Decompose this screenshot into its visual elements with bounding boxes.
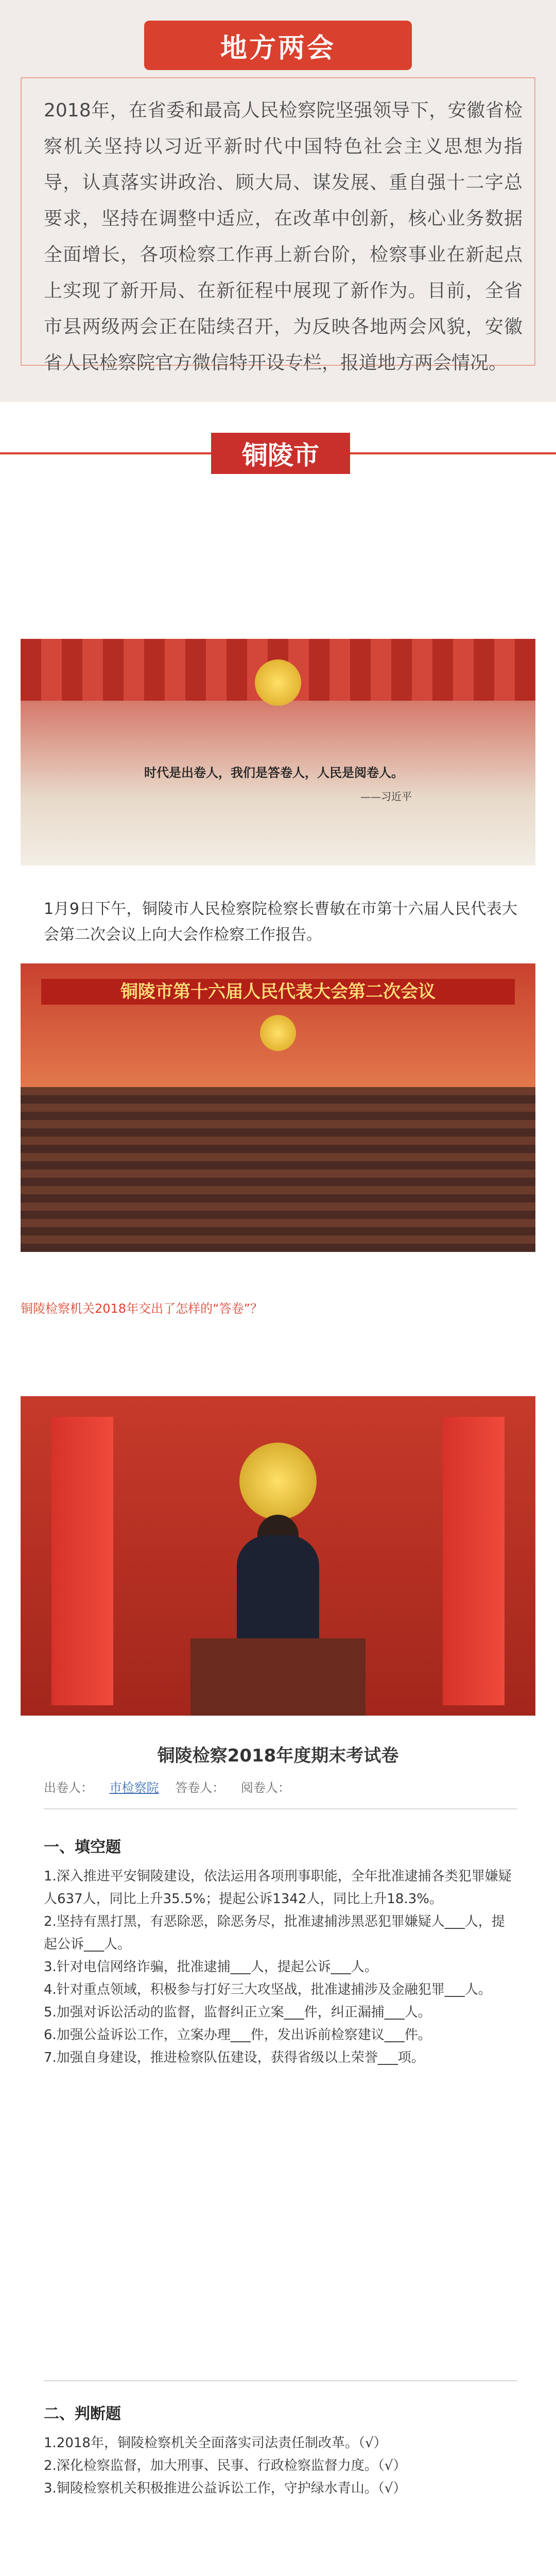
list-item: 2.坚持有黑打黑，有恶除恶，除恶务尽，批准逮捕涉黑恶犯罪嫌疑人___人，提起公诉___人。 bbox=[44, 1914, 505, 1952]
red-flag bbox=[443, 1417, 505, 1705]
exam-meta-link[interactable]: 市检察院 bbox=[109, 1781, 159, 1795]
list-item: 3.针对电信网络诈骗，批准逮捕___人，提起公诉___人。 bbox=[44, 1959, 378, 1975]
quote-photo bbox=[21, 639, 535, 866]
exam-title: 铜陵检察2018年度期末考试卷 bbox=[157, 1745, 399, 1766]
news-paragraph: 1月9日下午，铜陵市人民检察院检察长曹敏在市第十六届人民代表大会第二次会议上向大会作检察工作报告。 bbox=[44, 900, 517, 944]
section-heading: 二、判断题 bbox=[44, 2405, 121, 2423]
list-item: 2.深化检察监督，加大刑事、民事、行政检察监督力度。（√） bbox=[44, 2458, 407, 2473]
intro-paragraph: 2018年，在省委和最高人民检察院坚强领导下，安徽省检察机关坚持以习近平新时代中国特色社会主义思想为指导，认真落实讲政治、顾大局、谋发展、重自强十二字总要求，坚持在调整中适应，在改革中创新，核心业务数据全面增长，各项检察工作再上新台阶，检察事业在新起点上实现了新开局、在新征程中展现了新作为。目前，全省市县两级两会正在陆续召开，为反映各地两会风貌，安徽省人民检察院官方微信特开设专栏，报道地方两会情况。 bbox=[44, 100, 523, 374]
list-item: 1.2018年，铜陵检察机关全面落实司法责任制改革。（√） bbox=[44, 2435, 387, 2451]
exam-meta bbox=[44, 1777, 303, 1795]
exam-meta-answerer: 答卷人： bbox=[175, 1781, 225, 1795]
divider bbox=[44, 1808, 517, 1809]
quote-text: 时代是出卷人，我们是答卷人，人民是阅卷人。 bbox=[144, 765, 404, 780]
photo-caption: 铜陵检察机关2018年交出了怎样的“答卷”？ bbox=[21, 1301, 263, 1316]
red-flag bbox=[51, 1417, 113, 1705]
city-label: 铜陵市 bbox=[211, 433, 350, 474]
congress-photo bbox=[21, 963, 535, 1252]
congress-banner: 铜陵市第十六届人民代表大会第二次会议 bbox=[41, 979, 515, 1005]
quote-signature: ——习近平 bbox=[360, 790, 412, 803]
list-item: 4.针对重点领域，积极参与打好三大攻坚战，批准逮捕涉及金融犯罪___人。 bbox=[44, 1982, 492, 1997]
podium bbox=[190, 1638, 366, 1716]
city-banner bbox=[0, 433, 556, 474]
exam-meta-grader: 阅卷人： bbox=[240, 1781, 290, 1795]
national-emblem-icon bbox=[239, 1443, 317, 1520]
section-heading: 一、填空题 bbox=[44, 1838, 121, 1856]
section-title: 地方两会 bbox=[144, 21, 412, 70]
divider bbox=[44, 2380, 517, 2381]
list-item: 1.深入推进平安铜陵建设，依法运用各项刑事职能，全年批准逮捕各类犯罪嫌疑人637人，同比上升35.5%；提起公诉1342人，同比上升18.3%。 bbox=[44, 1869, 512, 1907]
speaker-photo bbox=[21, 1396, 535, 1716]
list-item: 7.加强自身建设，推进检察队伍建设，获得省级以上荣誉___项。 bbox=[44, 2050, 425, 2065]
true-false-list bbox=[44, 2432, 517, 2500]
fill-blank-list bbox=[44, 1865, 517, 2069]
list-item: 3.铜陵检察机关积极推进公益诉讼工作，守护绿水青山。（√） bbox=[44, 2481, 407, 2496]
national-emblem-icon bbox=[255, 659, 301, 706]
list-item: 6.加强公益诉讼工作，立案办理___件，发出诉前检察建议___件。 bbox=[44, 2027, 431, 2043]
national-emblem-icon bbox=[260, 1015, 296, 1051]
list-item: 5.加强对诉讼活动的监督，监督纠正立案___件，纠正漏捕___人。 bbox=[44, 2005, 431, 2020]
exam-meta-setter: 出卷人： bbox=[44, 1781, 93, 1795]
audience-rows bbox=[21, 1087, 535, 1252]
